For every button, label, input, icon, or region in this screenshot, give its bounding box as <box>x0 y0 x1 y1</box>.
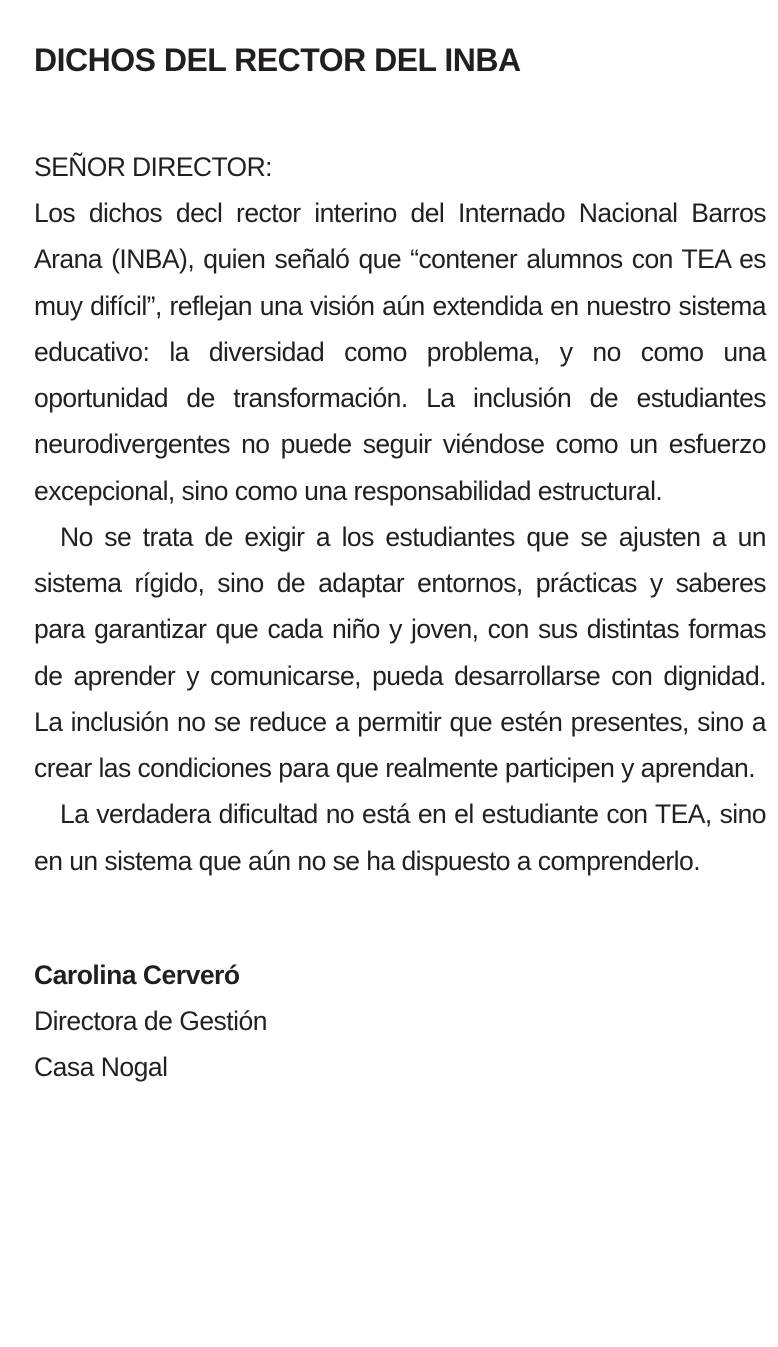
signature-block <box>34 952 766 1090</box>
author-name: Carolina Cerveró <box>34 959 240 990</box>
salutation: SEÑOR DIRECTOR: <box>34 152 272 182</box>
letter-to-editor <box>34 40 766 1090</box>
body-paragraph-2: No se trata de exigir a los estudiantes que se ajusten a un sistema rígido, sino de adaptar entornos, prácticas y saberes para garantizar que cada niño y joven, con sus distintas formas de aprender y comunicarse, pueda desarrollarse con dignidad. La inclusión no se reduce a permitir que estén presentes, sino a crear las condiciones para que realmente participen y aprendan. <box>34 521 766 783</box>
body-paragraph-1: Los dichos decl rector interino del Internado Nacional Barros Arana (INBA), quien señaló que “contener alumnos con TEA es muy difícil”, reflejan una visión aún extendida en nuestro sistema educativo: la diversidad como problema, y no como una oportunidad de transformación. La inclusión de estudiantes neurodivergentes no puede seguir viéndose como un esfuerzo excepcional, sino como una responsabilidad estructural. <box>34 198 766 506</box>
body-paragraph-3: La verdadera dificultad no está en el estudiante con TEA, sino en un sistema que aún no se ha dispuesto a comprenderlo. <box>34 799 766 876</box>
headline: DICHOS DEL RECTOR DEL INBA <box>34 42 521 78</box>
author-organization: Casa Nogal <box>34 1051 168 1082</box>
author-role: Directora de Gestión <box>34 1005 268 1036</box>
